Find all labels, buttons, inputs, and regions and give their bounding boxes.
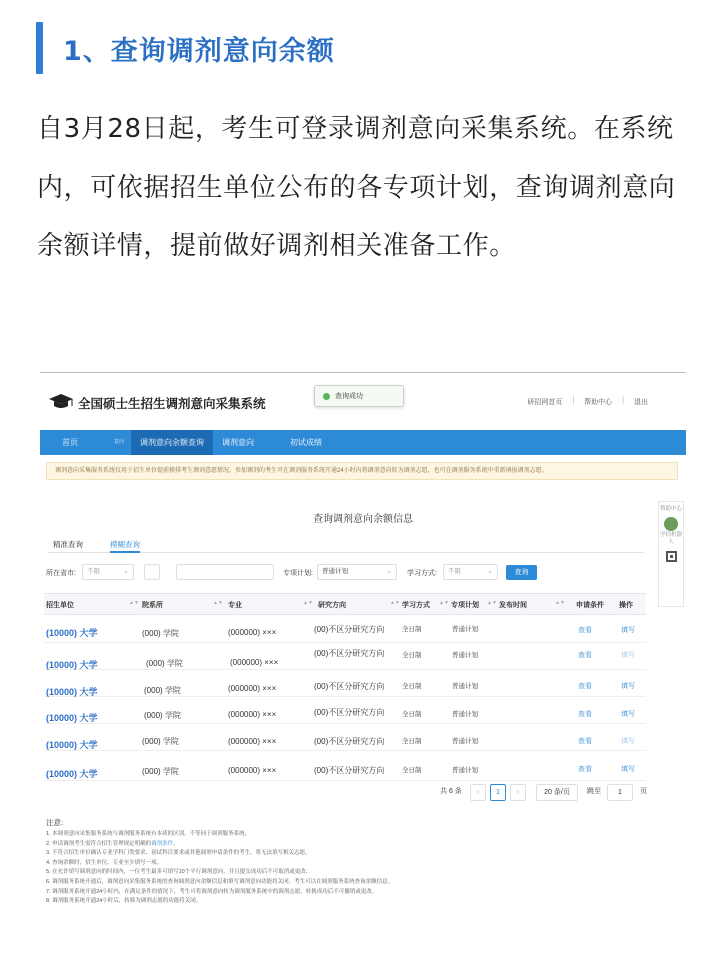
total-count: 共 6 条	[440, 788, 462, 795]
cell-plan: 普通计划	[452, 626, 478, 633]
cell-dept: (000) 学院	[142, 737, 179, 746]
fill-link[interactable]: 填写	[621, 766, 635, 773]
fill-link[interactable]: 填写	[621, 683, 635, 690]
logout-link[interactable]: 退出	[634, 399, 648, 406]
notice-banner: 调剂意向采集服务系统仅用于招生单位提前摸排考生调剂意愿情况。参加调剂的考生可在调剂服务系统开通24小时内将调剂意向转为调剂志愿，也可在调剂服务系统中重新填报调剂志愿。	[46, 462, 678, 480]
system-title: 全国硕士生招生调剂意向采集系统	[78, 397, 266, 411]
result-table	[44, 593, 646, 781]
cell-plan: 普通计划	[452, 711, 478, 718]
school-input[interactable]	[144, 564, 160, 580]
chevron-down-icon: ⌄	[386, 568, 392, 575]
view-conditions-link[interactable]: 查看	[578, 711, 592, 718]
col-mode[interactable]: 学习方式	[402, 602, 430, 609]
plan-label: 专项计划:	[283, 570, 313, 577]
sort-icon[interactable]: ▲▼	[213, 600, 223, 606]
cell-major: (000000) ×××	[228, 737, 277, 746]
query-button[interactable]: 查询	[506, 565, 537, 580]
cell-mode: 全日制	[402, 738, 422, 745]
page-size-select[interactable]: 20 条/页	[536, 784, 578, 801]
qr-code-icon[interactable]	[666, 551, 677, 562]
cell-direction: (00)不区分研究方向	[314, 766, 385, 775]
check-circle-icon	[323, 393, 330, 400]
cell-plan: 普通计划	[452, 652, 478, 659]
col-time[interactable]: 发布时间	[499, 602, 527, 609]
view-conditions-link[interactable]: 查看	[578, 738, 592, 745]
note-item: 2. 申请调剂考生需符合招生管理规定明确的调剂条件。	[46, 840, 179, 847]
sort-icon[interactable]: ▲▼	[555, 600, 565, 606]
cell-direction: (00)不区分研究方向	[314, 682, 385, 691]
cell-direction: (00)不区分研究方向	[314, 649, 385, 658]
success-toast	[314, 385, 404, 407]
table-row	[44, 751, 646, 781]
robot-avatar-icon[interactable]	[664, 517, 678, 531]
article-paragraph: 自3月28日起，考生可登录调剂意向采集系统。在系统内，可依据招生单位公布的各专项计划，查询调剂意向余额详情，提前做好调剂相关准备工作。	[37, 114, 676, 261]
nav-balance-query[interactable]: 调剂意向余额查询	[131, 430, 213, 455]
cell-unit[interactable]: (10000) 大学	[46, 713, 98, 723]
nav-intent-small[interactable]: 意向	[114, 439, 125, 445]
cell-direction: (00)不区分研究方向	[314, 708, 385, 717]
main-nav	[40, 430, 686, 455]
sort-icon[interactable]: ▲▼	[390, 600, 400, 606]
cell-dept: (000) 学院	[142, 767, 179, 776]
note-item: 8. 调剂服务系统开通24小时后，转移为调剂志愿的功能将关闭。	[46, 898, 202, 905]
query-tabs	[48, 539, 644, 553]
section-heading	[36, 22, 335, 74]
top-header	[40, 373, 686, 428]
table-row	[44, 615, 646, 643]
next-page-button[interactable]: ›	[510, 784, 526, 801]
table-row	[44, 697, 646, 724]
note-item: 3. 不符合招生单位确认专业学科门类要求、初试科目要求或其他调剂申请条件的考生，将无法填写相关志愿。	[46, 850, 311, 857]
cell-dept: (000) 学院	[144, 711, 181, 720]
home-link[interactable]: 研招网首页	[527, 399, 563, 406]
goto-page-input[interactable]: 1	[607, 784, 633, 801]
view-conditions-link[interactable]: 查看	[578, 683, 592, 690]
heading-title: 1、查询调剂意向余额	[63, 35, 335, 67]
side-float-panel	[658, 501, 684, 607]
col-major[interactable]: 专业	[228, 602, 242, 609]
fill-link[interactable]: 填写	[621, 738, 635, 745]
table-row	[44, 724, 646, 751]
cell-unit[interactable]: (10000) 大学	[46, 628, 98, 638]
link-separator: |	[622, 397, 624, 404]
help-link[interactable]: 帮助中心	[584, 399, 613, 406]
col-conditions: 申请条件	[576, 602, 604, 609]
cell-major: (000000) ×××	[228, 628, 277, 637]
cell-dept: (000) 学院	[142, 629, 179, 638]
cell-unit[interactable]: (10000) 大学	[46, 740, 98, 750]
fill-link[interactable]: 填写	[621, 652, 635, 659]
region-value: 不限	[87, 568, 100, 575]
view-conditions-link[interactable]: 查看	[578, 652, 592, 659]
plan-value: 普通计划	[322, 568, 348, 575]
nav-home[interactable]: 首页	[62, 438, 78, 447]
table-row	[44, 670, 646, 697]
cell-unit[interactable]: (10000) 大学	[46, 687, 98, 697]
col-direction[interactable]: 研究方向	[318, 602, 346, 609]
chevron-down-icon: ⌄	[487, 568, 493, 575]
conditions-link[interactable]: 调剂条件	[151, 840, 174, 847]
nav-scores[interactable]: 初试成绩	[290, 438, 322, 447]
cell-major: (000000) ×××	[230, 658, 279, 667]
mode-select[interactable]	[443, 564, 498, 580]
view-conditions-link[interactable]: 查看	[578, 627, 592, 634]
cell-plan: 普通计划	[452, 683, 478, 690]
cell-major: (000000) ×××	[228, 684, 277, 693]
note-item: 7. 调剂服务系统开通24小时内，在满足条件的情况下，考生可将调剂意向转为调剂服务系统中的调剂志愿，转换成功后不可撤销或更改。	[46, 888, 378, 895]
toast-text: 查询成功	[335, 393, 363, 400]
goto-label: 跳至	[587, 788, 601, 795]
col-plan[interactable]: 专项计划	[451, 602, 479, 609]
cell-plan: 普通计划	[452, 767, 478, 774]
cell-unit[interactable]: (10000) 大学	[46, 660, 98, 670]
region-select[interactable]	[82, 564, 134, 580]
sort-icon[interactable]: ▲▼	[487, 600, 497, 606]
cell-mode: 全日制	[402, 652, 422, 659]
cell-dept: (000) 学院	[144, 686, 181, 695]
col-dept[interactable]: 院系所	[142, 602, 163, 609]
cell-direction: (00)不区分研究方向	[314, 625, 385, 634]
note-item: 1. 本调剂意向采集服务系统与调剂服务系统有本质的区别，不等同于调剂服务系统。	[46, 831, 251, 837]
note-item: 4. 查询余额时，招生单位、专业至少填写一项。	[46, 859, 163, 866]
cell-mode: 全日制	[402, 626, 422, 633]
help-center-button[interactable]: 帮助中心	[659, 506, 682, 512]
cell-mode: 全日制	[402, 711, 422, 718]
notes-title: 注意:	[46, 818, 64, 827]
cell-dept: (000) 学院	[146, 659, 183, 668]
major-input[interactable]	[176, 564, 274, 580]
cell-major: (000000) ×××	[228, 710, 277, 719]
chevron-down-icon: ⌄	[123, 568, 129, 575]
cell-plan: 普通计划	[452, 738, 478, 745]
top-links	[527, 397, 648, 407]
filter-bar	[40, 563, 686, 583]
page-1-button[interactable]: 1	[490, 784, 506, 801]
sort-icon[interactable]: ▲▼	[303, 600, 313, 606]
system-screenshot	[40, 372, 686, 932]
robot-label: 学信机器人	[659, 532, 682, 545]
mode-label: 学习方式:	[407, 570, 437, 577]
mode-value: 不限	[448, 568, 461, 575]
fill-link[interactable]: 填写	[621, 711, 635, 718]
cell-mode: 全日制	[402, 683, 422, 690]
tab-fuzzy-query[interactable]: 模糊查询	[110, 539, 140, 553]
nav-intent[interactable]: 调剂意向	[222, 438, 254, 447]
note-item: 5. 在允许填写调剂意向的时间内，一位考生最多可填写10个平行调剂意向，并且提交成功后不可取消或更改。	[46, 869, 312, 876]
view-conditions-link[interactable]: 查看	[578, 766, 592, 773]
sort-icon[interactable]: ▲▼	[439, 600, 449, 606]
table-row	[44, 643, 646, 670]
heading-accent-bar	[36, 22, 43, 74]
sort-icon[interactable]: ▲▼	[129, 600, 139, 606]
page-suffix: 页	[640, 788, 647, 795]
region-label: 所在省市:	[46, 570, 76, 577]
notes-section	[46, 817, 646, 907]
table-header	[44, 593, 646, 615]
tab-exact-query[interactable]: 精准查询	[53, 540, 83, 549]
link-separator: |	[572, 397, 575, 404]
cell-direction: (00)不区分研究方向	[314, 737, 385, 746]
fill-link[interactable]: 填写	[621, 627, 635, 634]
col-operation: 操作	[619, 602, 633, 609]
query-title: 查询调剂意向余额信息	[313, 514, 413, 525]
prev-page-button[interactable]: ‹	[470, 784, 486, 801]
plan-select[interactable]	[317, 564, 397, 580]
note-item: 6. 调剂服务系统开通后，调剂意向采集服务系统的查询调剂意向余额信息和填写调剂意向功能将关闭，考生可以在调剂服务系统查询余额信息。	[46, 878, 394, 885]
cell-unit[interactable]: (10000) 大学	[46, 769, 98, 779]
graduation-cap-icon	[48, 393, 74, 411]
col-unit[interactable]: 招生单位	[46, 602, 74, 609]
cell-mode: 全日制	[402, 767, 422, 774]
cell-major: (000000) ×××	[228, 766, 277, 775]
